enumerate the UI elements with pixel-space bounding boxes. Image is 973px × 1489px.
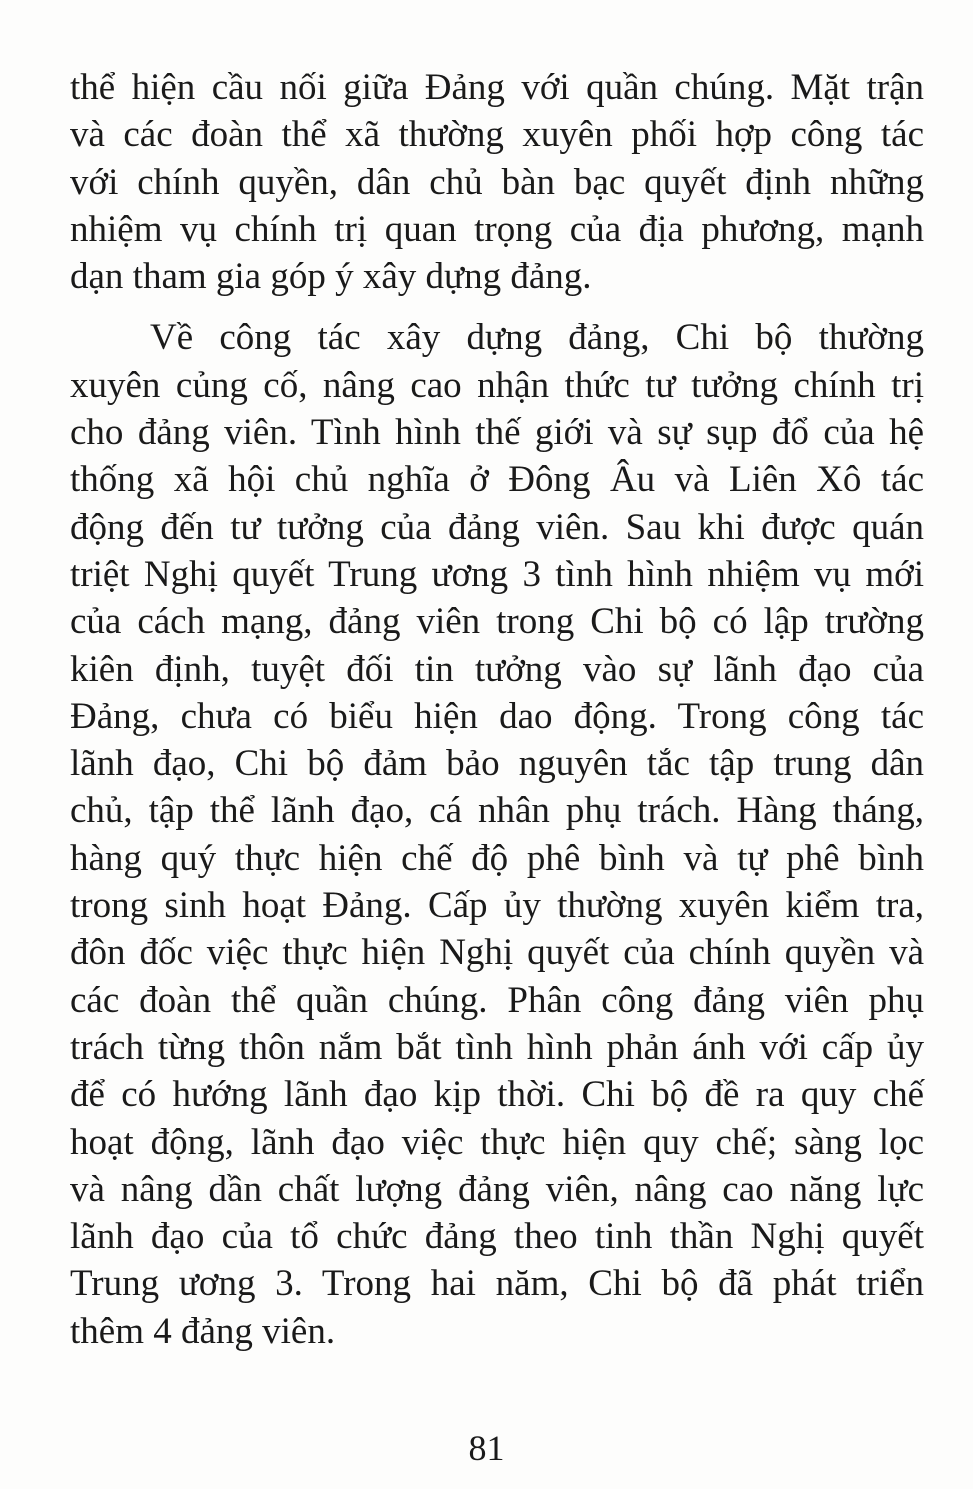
text-line: Đảng, chưa có biểu hiện dao động. Trong công tác: [70, 695, 924, 737]
page-number: 81: [468, 1428, 505, 1468]
text-line: cho đảng viên. Tình hình thế giới và sự sụp đổ của hệ: [70, 412, 924, 454]
text-line: nhiệm vụ chính trị quan trọng của địa phương, mạnh: [70, 208, 924, 250]
text-line: các đoàn thể quần chúng. Phân công đảng viên phụ: [70, 979, 924, 1021]
text-line: lãnh đạo của tổ chức đảng theo tinh thần Nghị quyết: [70, 1216, 924, 1258]
text-line: thêm 4 đảng viên.: [70, 1310, 336, 1352]
text-line: của cách mạng, đảng viên trong Chi bộ có lập trường: [70, 601, 924, 643]
text-line: Trung ương 3. Trong hai năm, Chi bộ đã phát triển: [70, 1263, 924, 1305]
text-line: triệt Nghị quyết Trung ương 3 tình hình nhiệm vụ mới: [70, 553, 924, 595]
text-line: dạn tham gia góp ý xây dựng đảng.: [70, 256, 592, 298]
text-line: thể hiện cầu nối giữa Đảng với quần chúng. Mặt trận: [70, 67, 924, 108]
text-line: động đến tư tưởng của đảng viên. Sau khi được quán: [70, 506, 924, 548]
paragraph-1: [70, 64, 924, 300]
text-line: thống xã hội chủ nghĩa ở Đông Âu và Liên Xô tác: [70, 459, 924, 501]
text-line: hàng quý thực hiện chế độ phê bình và tự phê bình: [70, 837, 924, 879]
paragraph-2: [70, 314, 924, 1355]
text-line: để có hướng lãnh đạo kịp thời. Chi bộ đề ra quy chế: [70, 1074, 924, 1116]
text-line: trong sinh hoạt Đảng. Cấp ủy thường xuyên kiểm tra,: [70, 885, 924, 927]
text-line: lãnh đạo, Chi bộ đảm bảo nguyên tắc tập trung dân: [70, 743, 924, 785]
body-text: [70, 64, 924, 1355]
text-line: chủ, tập thể lãnh đạo, cá nhân phụ trách. Hàng tháng,: [70, 790, 924, 832]
text-line: kiên định, tuyệt đối tin tưởng vào sự lãnh đạo của: [70, 648, 924, 690]
text-line: xuyên củng cố, nâng cao nhận thức tư tưởng chính trị: [70, 364, 924, 406]
text-line: hoạt động, lãnh đạo việc thực hiện quy chế; sàng lọc: [70, 1121, 924, 1163]
text-line: Về công tác xây dựng đảng, Chi bộ thường: [150, 317, 924, 359]
text-line: trách từng thôn nắm bắt tình hình phản ánh với cấp ủy: [70, 1026, 924, 1068]
text-line: và nâng dần chất lượng đảng viên, nâng cao năng lực: [70, 1168, 924, 1210]
text-line: đôn đốc việc thực hiện Nghị quyết của chính quyền và: [70, 932, 924, 974]
text-line: với chính quyền, dân chủ bàn bạc quyết định những: [70, 161, 924, 203]
text-line: và các đoàn thể xã thường xuyên phối hợp công tác: [70, 114, 924, 156]
